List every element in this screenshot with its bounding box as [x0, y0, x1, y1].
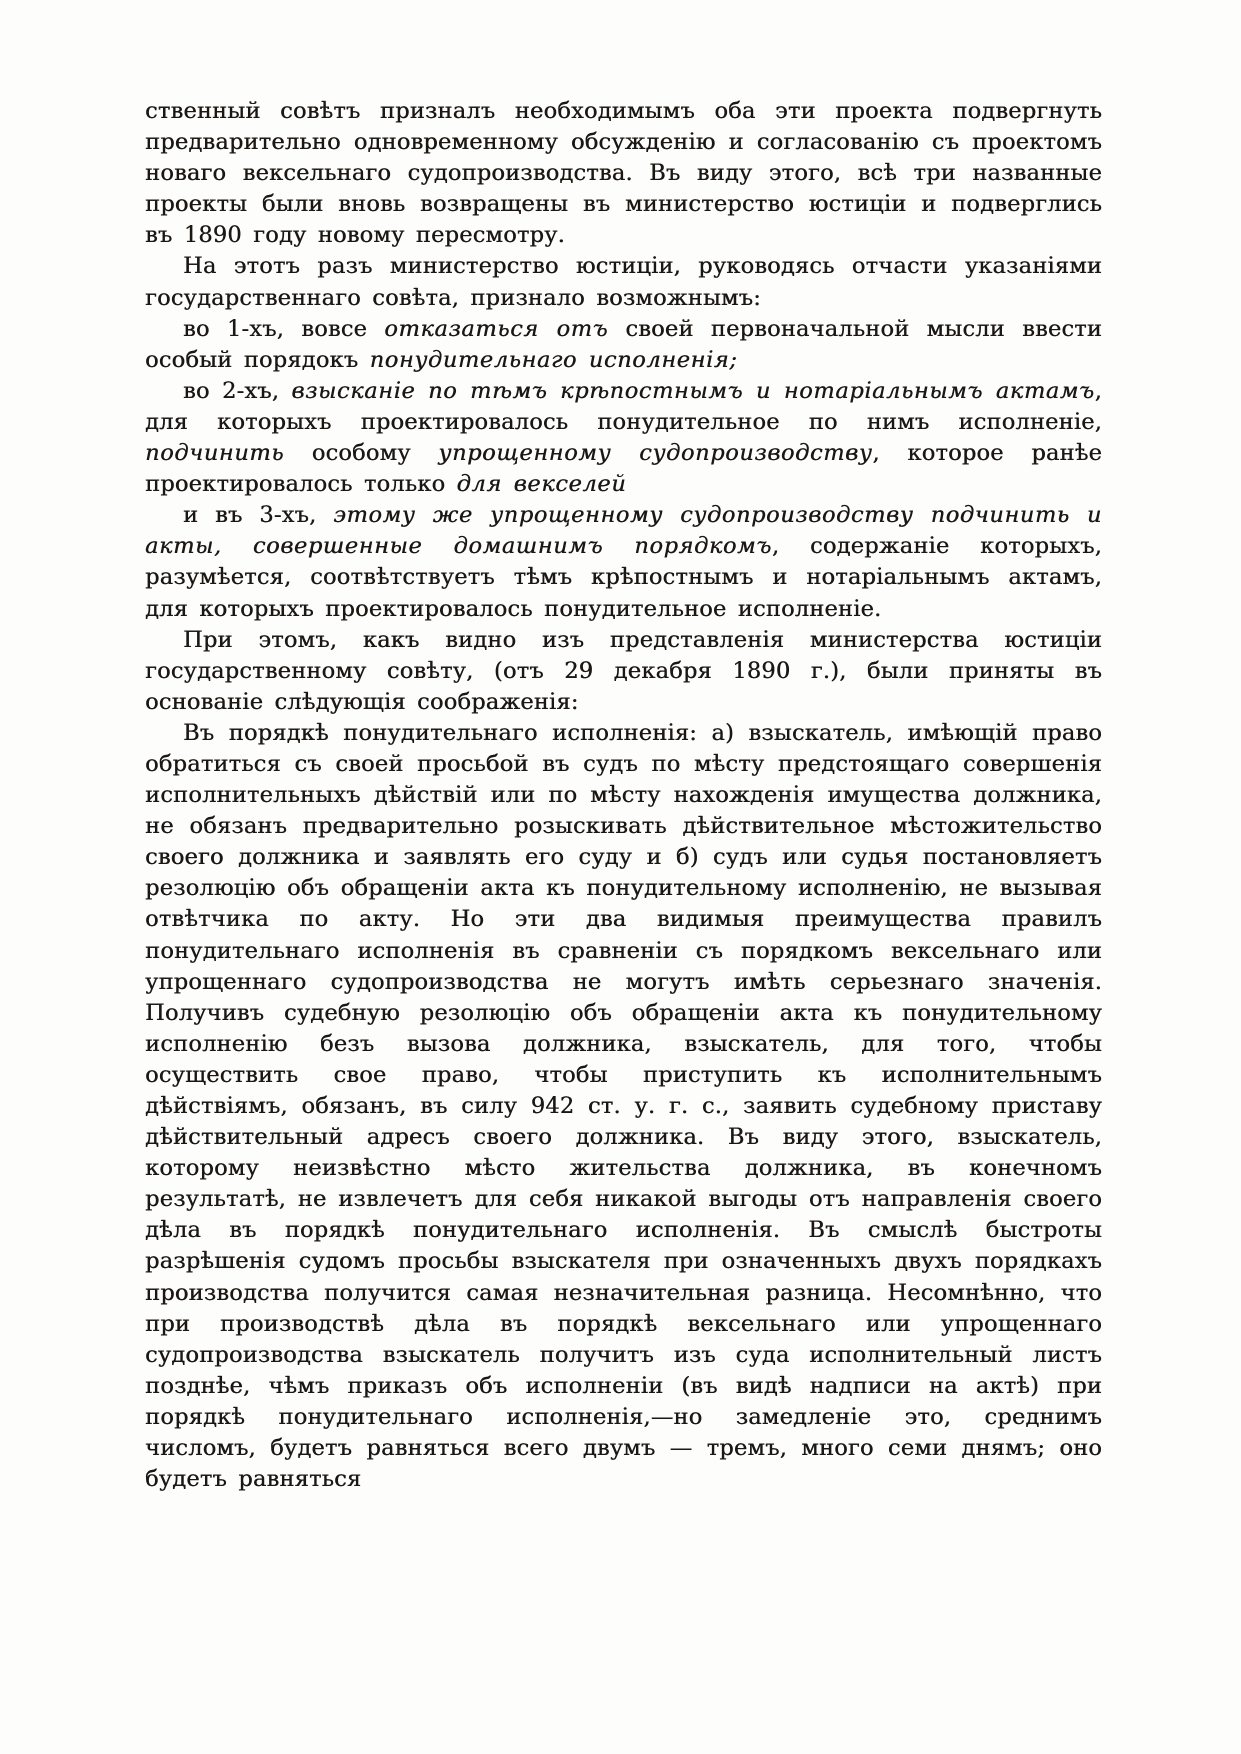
italic-text-segment: для векселей [456, 471, 627, 498]
italic-text-segment: взысканіе по тѣмъ крѣпостнымъ и нотаріальнымъ актамъ [291, 377, 1095, 404]
text-segment: , содержаніе которыхъ, разумѣется, соотвѣтствуетъ тѣмъ крѣпостнымъ и нотаріальнымъ актамъ, для которыхъ проектировалось понудительное исполненіе. [145, 533, 1102, 622]
text-segment: особому [284, 440, 439, 467]
italic-text-segment: этому же упрощенному судопроизводству подчинить и акты, совершенные домашнимъ порядкомъ [145, 502, 1102, 560]
paragraph [145, 718, 1102, 1495]
text-segment: во 1-хъ, вовсе [183, 315, 385, 342]
text-segment: своей первоначальной мысли ввести особый порядокъ [145, 315, 1102, 373]
text-block [145, 96, 1102, 1495]
paragraph [145, 625, 1102, 718]
text-segment: На этотъ разъ министерство юстиціи, руководясь отчасти указаніями государственнаго совѣта, признало возможнымъ: [145, 253, 1102, 311]
paragraph [145, 500, 1102, 624]
text-segment: Въ порядкѣ понудительнаго исполненія: а) взыскатель, имѣющій право обратиться съ своей просьбой въ судъ по мѣсту предстоящаго совершенія исполнительныхъ дѣйствій или по мѣсту нахожденія имущества должника, не обязанъ предварительно розыскивать дѣйствительное мѣстожительство своего должника и заявлять его суду и б) судъ или судья постановляетъ резолюцію объ обращеніи акта къ понудительному исполненію, не вызывая отвѣтчика по акту. Но эти два видимыя преимущества правилъ понудительнаго исполненія въ сравненіи съ порядкомъ вексельнаго или упрощеннаго судопроизводства не могутъ имѣть серьезнаго значенія. Получивъ судебную резолюцію объ обращеніи акта къ понудительному исполненію безъ вызова должника, взыскатель, для того, чтобы осуществить свое право, чтобы приступить къ исполнительнымъ дѣйствіямъ, обязанъ, въ силу 942 ст. у. г. с., заявить судебному приставу дѣйствительный адресъ своего должника. Въ виду этого, взыскатель, которому неизвѣстно мѣсто жительства должника, въ конечномъ результатѣ, не извлечетъ для себя никакой выгоды отъ направленія своего дѣла въ порядкѣ понудительнаго исполненія. Въ смыслѣ быстроты разрѣшенія судомъ просьбы взыскателя при означенныхъ двухъ порядкахъ производства получится самая незначительная разница. Несомнѣнно, что при производствѣ дѣла въ порядкѣ вексельнаго или упрощеннаго судопроизводства взыскатель получитъ изъ суда исполнительный листъ позднѣе, чѣмъ приказъ объ исполненіи (въ видѣ надписи на актѣ) при порядкѣ понудительнаго исполненія,—но замедленіе это, среднимъ числомъ, будетъ равняться всего двумъ — тремъ, много семи днямъ; оно будетъ равняться [145, 719, 1102, 1493]
text-segment: ственный совѣтъ призналъ необходимымъ оба эти проекта подвергнуть предварительно одновременному обсужденію и согласованію съ проектомъ новаго вексельнаго судопроизводства. Въ виду этого, всѣ три названные проекты были вновь возвращены въ министерство юстиціи и подверглись въ 1890 году новому пересмотру. [145, 98, 1102, 249]
italic-text-segment: понудительнаго исполненія; [369, 346, 738, 373]
paragraph [145, 376, 1102, 500]
text-segment: , для которыхъ проектировалось понудительное по нимъ исполненіе, [145, 377, 1102, 435]
paragraph [145, 96, 1102, 251]
text-segment: , которое ранѣе проектировалось только [145, 440, 1102, 498]
paragraph [145, 251, 1102, 313]
italic-text-segment: отказаться отъ [384, 315, 609, 342]
paragraph [145, 314, 1102, 376]
text-segment: и въ 3-хъ, [183, 502, 334, 529]
italic-text-segment: упрощенному судопроизводству [438, 440, 873, 467]
text-segment: во 2-хъ, [183, 377, 292, 404]
italic-text-segment: подчинить [145, 440, 285, 467]
text-segment: При этомъ, какъ видно изъ представленія министерства юстиціи государственному совѣту, (отъ 29 декабря 1890 г.), были приняты въ основаніе слѣдующія соображенія: [145, 626, 1102, 715]
